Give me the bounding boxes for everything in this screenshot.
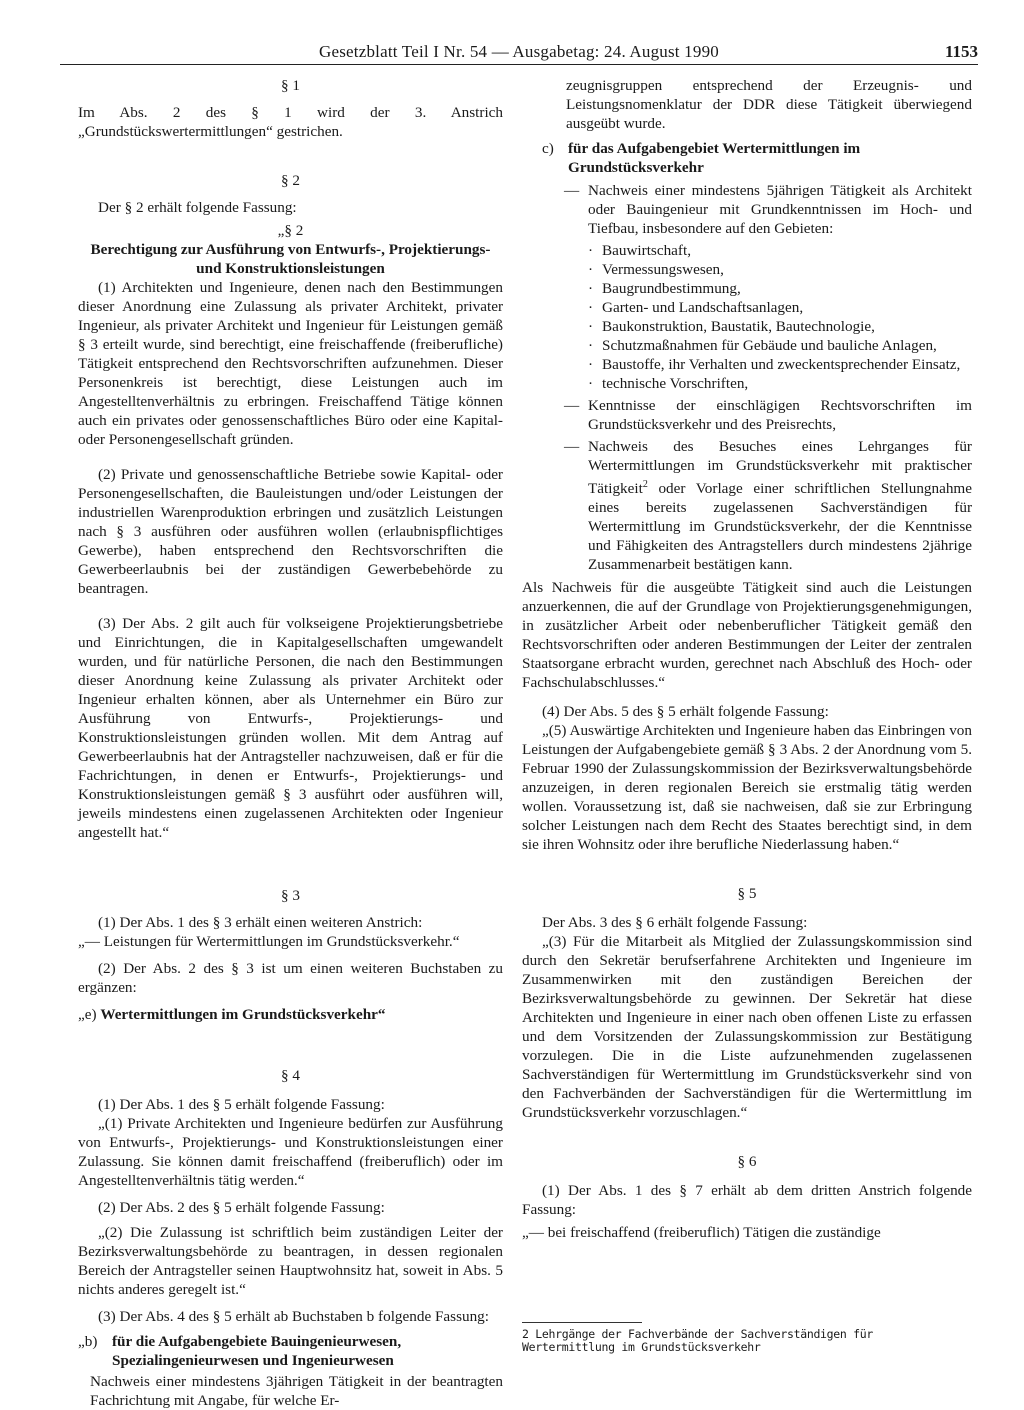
bullet-marker: ·: [588, 318, 594, 335]
section-heading: § 5: [737, 885, 757, 903]
paragraph: Im Abs. 2 des § 1 wird der 3. Anstrich „Grundstückswertermittlungen“ gestrichen.: [78, 104, 503, 140]
paragraph: „— Leistungen für Wertermittlungen im Grundstücksverkehr.“: [78, 933, 460, 950]
dash-item: [522, 437, 972, 574]
paragraph: (3) Der Abs. 4 des § 5 erhält ab Buchstaben b folgende Fassung:: [98, 1308, 489, 1325]
paragraph: „(3) Für die Mitarbeit als Mitglied der Zulassungskommission sind durch den Sekretär berufserfahrene Architekten und Ingenieure im Zusammenwirken mit den zuständigen Bereichen der Bezirksverwaltungsbehörde zu gewinnen. Der Sekretär hat diese Architekten und Ingenieure in einer nach oben offenen Liste zu erfassen und dem Vorsitzenden der Zulassungskommission zur Bestätigung vorzulegen. Die in die Liste aufzunehmenden zugelassenen Sachverständigen für Wertermittlung im Grundstücksverkehr sind von den Fachverbänden der Sachverständigen für die Wertermittlung im Grundstücksverkehr vorzuschlagen.“: [522, 933, 972, 1122]
paragraph: „— bei freischaffend (freiberuflich) Tätigen die zuständige: [522, 1224, 881, 1242]
paragraph: (2) Der Abs. 2 des § 5 erhält folgende Fassung:: [98, 1199, 385, 1216]
paragraph: (1) Der Abs. 1 des § 7 erhält ab dem dritten Anstrich folgende Fassung:: [522, 1182, 972, 1219]
section-heading: § 3: [281, 887, 300, 904]
dash-marker: —: [564, 397, 580, 414]
bullet-text: Garten- und Landschaftsanlagen,: [602, 299, 804, 316]
dash-item: [522, 181, 972, 238]
bullet-marker: ·: [588, 299, 594, 316]
bullet-marker: ·: [588, 261, 594, 278]
paragraph: Nachweis einer mindestens 3jährigen Tätigkeit in der beantragten Fachrichtung mit Angabe, für welche Er-: [90, 1373, 503, 1409]
paragraph: Der Abs. 3 des § 6 erhält folgende Fassung:: [542, 914, 808, 932]
paragraph: (3) Der Abs. 2 gilt auch für volkseigene Projektierungsbetriebe und Einrichtungen, die in Kapitalgesellschaften umgewandelt wurden, und für natürliche Personen, die nach den Bestimmungen dieser Anordnung keine Zulassung als privater Architekt oder Ingenieur erhalten können, aber als Unternehmer ein Büro zur Ausführung von Entwurfs-, Projektierungs- und Konstruktionsleistungen gründen wollen. Mit dem Antrag auf Gewerbeerlaubnis hat der Antragsteller nachzuweisen, daß er für die Fachrichtungen, in denen er Entwurfs-, Projektierungs- und Konstruktionsleistungen gemäß § 3 ausführt oder ausführen will, jeweils mindestens einen zugelassenen Architekten oder Ingenieur angestellt hat.“: [78, 615, 503, 841]
gazette-title: Gesetzblatt Teil I Nr. 54 — Ausgabetag: 24. August 1990: [319, 42, 719, 61]
dash-marker: —: [564, 182, 580, 199]
dash-item: [522, 396, 972, 434]
item-title: Wertermittlungen im Grundstücksverkehr“: [100, 1006, 386, 1023]
bullet-item: [522, 336, 972, 355]
bullet-marker: ·: [588, 356, 594, 373]
left-column: [78, 76, 503, 1410]
footnote-reference: 2: [642, 479, 648, 490]
item-label: c): [542, 140, 554, 157]
bullet-text: Schutzmaßnahmen für Gebäude und bauliche Anlagen,: [602, 337, 937, 354]
section-title: Berechtigung zur Ausführung von Entwurfs-, Projektierungs- und Konstruktionsleistungen: [90, 241, 491, 277]
dash-text: Kenntnisse der einschlägigen Rechtsvorschriften im Grundstücksverkehr und des Preisrechts,: [588, 397, 972, 433]
paragraph: Als Nachweis für die ausgeübte Tätigkeit sind auch die Leistungen anzuerkennen, die auf der Grundlage von Projektierungsgenehmigungen, in zusätzlicher Arbeit oder nebenberuflicher Tätigkeit gemäß den Rechtsvorschriften oder anderen Bestimmungen der Leiter der zentralen Staatsorgane erbracht wurden, gerechnet nach Abschluß des Hoch- oder Fachschulabschlusses.“: [522, 579, 972, 692]
section-heading: § 2: [281, 172, 300, 189]
lettered-item: [78, 1332, 503, 1370]
right-column: [522, 76, 972, 1242]
section-heading: § 1: [281, 77, 300, 94]
lettered-item: [522, 139, 972, 177]
bullet-item: [522, 317, 972, 336]
bullet-item: [522, 241, 972, 260]
quoted-section-heading: „§ 2: [277, 222, 304, 239]
bullet-item: [522, 355, 972, 374]
bullet-text: Baugrundbestimmung,: [602, 280, 741, 297]
item-label: „e): [78, 1006, 97, 1023]
item-title: für die Aufgabengebiete Bauingenieurwesen, Spezialingenieurwesen und Ingenieurwesen: [112, 1333, 402, 1369]
paragraph: (2) Der Abs. 2 des § 3 ist um einen weiteren Buchstaben zu ergänzen:: [78, 960, 503, 996]
bullet-item: [522, 298, 972, 317]
section-heading: § 6: [737, 1153, 757, 1171]
footnote-divider: [522, 1322, 642, 1323]
footnote: 2 Lehrgänge der Fachverbände der Sachverständigen für Wertermittlung im Grundstücksverkehr: [522, 1327, 874, 1354]
bullet-marker: ·: [588, 337, 594, 354]
bullet-text: Baukonstruktion, Baustatik, Bautechnologie,: [602, 318, 875, 335]
paragraph: (1) Architekten und Ingenieure, denen nach den Bestimmungen dieser Anordnung eine Zulassung als privater Architekt, privater Ingenieur, als privater Architekt und Ingenieur für Leistungen gemäß § 3 erteilt wurde, sind berechtigt, eine freischaffende (freiberufliche) Tätigkeit entsprechend den Rechtsvorschriften aufzunehmen. Dieser Personenkreis ist berechtigt, diese Leistungen auch im Angestelltenverhältnis zu erbringen. Freischaffend Tätige können auch ein privates oder genossenschaftliches Büro oder eine Kapital- oder Personengesellschaft gründen.: [78, 279, 503, 448]
paragraph: „(2) Die Zulassung ist schriftlich beim zuständigen Leiter der Bezirksverwaltungsbehörde zu beantragen, in dessen regionalen Bereich der Antragsteller seinen Hauptwohnsitz hat, soweit in Abs. 5 nichts anderes geregelt ist.“: [78, 1224, 503, 1298]
item-label: „b): [78, 1333, 98, 1350]
bullet-text: Vermessungswesen,: [602, 261, 724, 278]
page-header: [60, 42, 978, 64]
dash-text: Nachweis des Besuches eines Lehrganges für Wertermittlungen im Grundstücksverkehr mit praktischer Tätigkeit$^2$ oder Vorlage einer schriftlichen Stellungnahme eines bereits zugelassenen Sachverständigen für Wertermittlung im Grundstücksverkehr, der die Kenntnisse und Fähigkeiten des Antragstellers durch mindestens 2jährige Zusammenarbeit bestätigen kann.: [588, 438, 972, 574]
header-divider: [60, 64, 978, 65]
bullet-text: Baustoffe, ihr Verhalten und zweckentsprechender Einsatz,: [602, 356, 961, 373]
dash-text: Nachweis einer mindestens 5jährigen Tätigkeit als Architekt oder Bauingenieur mit Grundkenntnissen im Hoch- und Tiefbau, insbesondere auf den Gebieten:: [588, 182, 972, 237]
bullet-text: technische Vorschriften,: [602, 375, 749, 392]
section-heading: § 4: [281, 1067, 300, 1084]
bullet-item: [522, 260, 972, 279]
paragraph: „(1) Private Architekten und Ingenieure bedürfen zur Ausführung von Entwurfs-, Projektierungs- und Konstruktionsleistungen einer Zulassung. Sie können damit freischaffend (freiberuflich) oder im Angestelltenverhältnis tätig werden.“: [78, 1115, 503, 1189]
dash-marker: —: [564, 438, 580, 455]
paragraph: (2) Private und genossenschaftliche Betriebe sowie Kapital- oder Personengesellschaften, die Bauleistungen und/oder Leistungen der industriellen Warenproduktion erbringen und zusätzlich Leistungen nach § 3 ausführen oder ausführen wollen (erlaubnispflichtiges Gewerbe), haben entsprechend den Rechtsvorschriften die Gewerbeerlaubnis bei der zuständigen Gewerbebehörde zu beantragen.: [78, 466, 503, 597]
bullet-marker: ·: [588, 242, 594, 259]
bullet-marker: ·: [588, 375, 594, 392]
bullet-marker: ·: [588, 280, 594, 297]
paragraph: (4) Der Abs. 5 des § 5 erhält folgende Fassung:: [542, 703, 829, 721]
paragraph: Der § 2 erhält folgende Fassung:: [98, 199, 297, 216]
paragraph: zeugnisgruppen entsprechend der Erzeugnis- und Leistungsnomenklatur der DDR diese Tätigkeit überwiegend ausgeübt wurde.: [566, 77, 972, 132]
item-title: für das Aufgabengebiet Wertermittlungen im Grundstücksverkehr: [568, 140, 861, 176]
paragraph: (1) Der Abs. 1 des § 5 erhält folgende Fassung:: [98, 1096, 385, 1113]
bullet-text: Bauwirtschaft,: [602, 242, 691, 259]
paragraph: (1) Der Abs. 1 des § 3 erhält einen weiteren Anstrich:: [98, 914, 423, 931]
bullet-item: [522, 374, 972, 393]
bullet-item: [522, 279, 972, 298]
page-number: 1153: [944, 42, 978, 61]
quoted-item: [78, 1005, 503, 1024]
paragraph: „(5) Auswärtige Architekten und Ingenieure haben das Einbringen von Leistungen der Aufgabengebiete gemäß § 3 Abs. 2 der Anordnung vom 5. Februar 1990 der Zulassungskommission der Bezirksverwaltungsbehörde anzuzeigen, in deren regionalen Bereich sie erstmalig tätig werden wollen. Voraussetzung ist, daß sie nachweisen, daß sie zur Erbringung solcher Leistungen nach dem Recht des Staates berechtigt sind, in dem sie ihren Wohnsitz oder ihre berufliche Niederlassung haben.“: [522, 722, 972, 854]
bullet-list: [522, 241, 972, 393]
